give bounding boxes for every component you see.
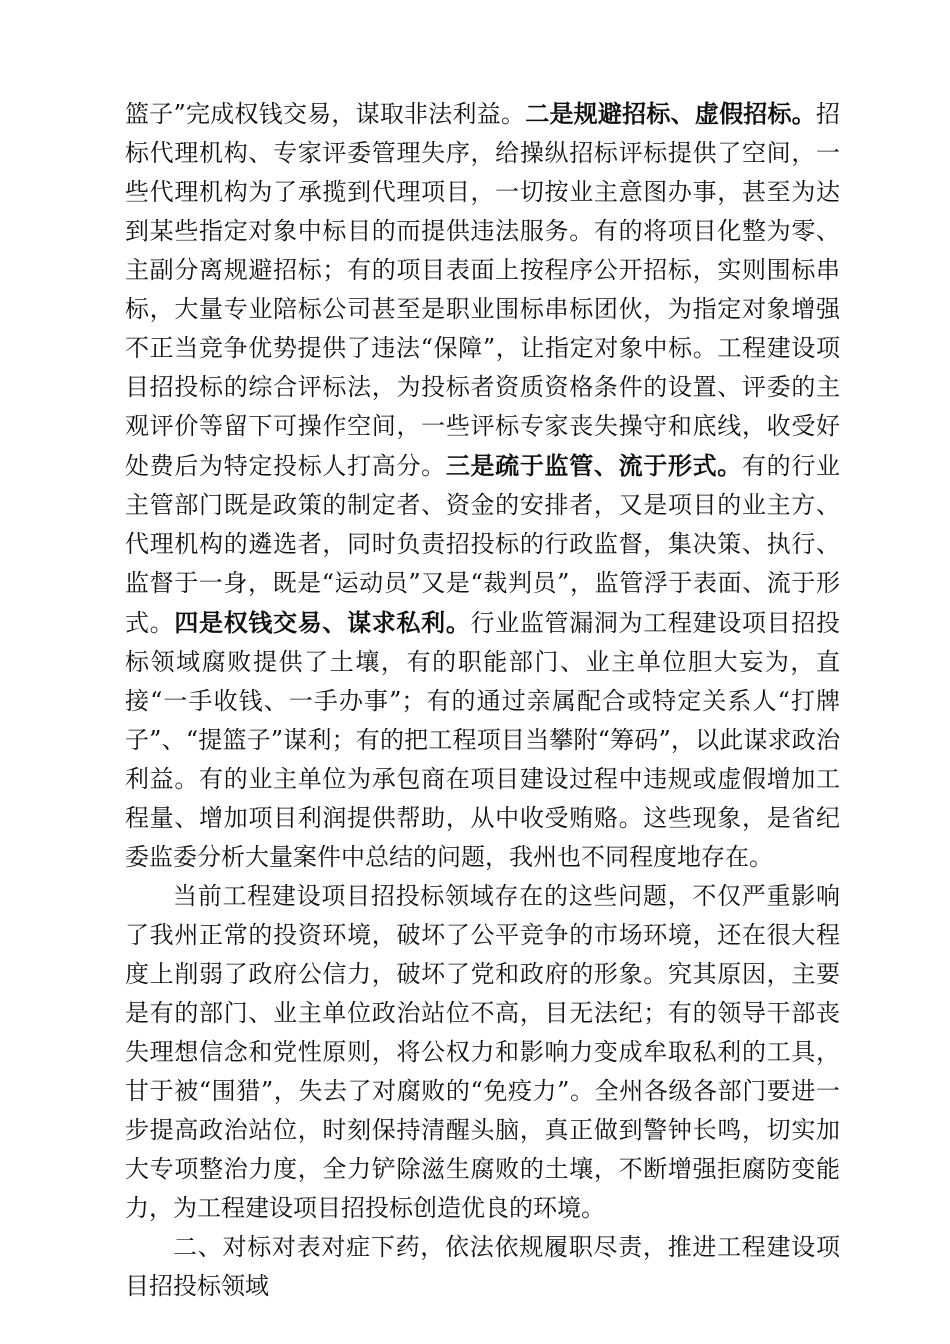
bold-heading-run: 四是权钱交易、谋求私利。 [174,608,471,637]
text-run: 有的行业主管部门既是政策的制定者、资金的安排者，又是项目的业主方、代理机构的遴选者，同时负责招投标的行政监督，集决策、执行、监督于一身，既是“运动员”又是“裁判员”，监管浮于表面、流于形式。 [125,452,841,637]
text-run: 篮子”完成权钱交易，谋取非法利益。 [125,100,526,128]
document-page [125,94,840,1306]
paragraph-2 [125,877,840,1228]
text-run: 行业监管漏洞为工程建设项目招投标领域腐败提供了土壤，有的职能部门、业主单位胆大妄为，直接“一手收钱、一手办事”；有的通过亲属配合或特定关系人“打牌子”、“提篮子”谋利；有的把工程项目当攀附“筹码”，以此谋求政治利益。有的业主单位为承包商在项目建设过程中违规或虚假增加工程量、增加项目利润提供帮助，从中收受贿赂。这些现象，是省纪委监委分析大量案件中总结的问题，我州也不同程度地存在。 [125,609,841,871]
section-heading-paragraph [125,1228,840,1306]
text-run: 二、对标对表对症下药，依法依规履职尽责，推进工程建设项目招投标领域 [125,1233,840,1300]
text-run: 当前工程建设项目招投标领域存在的这些问题，不仅严重影响了我州正常的投资环境，破坏了公平竞争的市场环境，还在很大程度上削弱了政府公信力，破坏了党和政府的形象。究其原因，主要是有的部门、业主单位政治站位不高，目无法纪；有的领导干部丧失理想信念和党性原则，将公权力和影响力变成牟取私利的工具，甘于被“围猎”，失去了对腐败的“免疫力”。全州各级各部门要进一步提高政治站位，时刻保持清醒头脑，真正做到警钟长鸣，切实加大专项整治力度，全力铲除滋生腐败的土壤，不断增强拒腐防变能力，为工程建设项目招投标创造优良的环境。 [125,882,840,1222]
bold-heading-run: 二是规避招标、虚假招标。 [525,99,816,128]
bold-heading-run: 三是疏于监管、流于形式。 [445,451,742,480]
text-run: 招标代理机构、专家评委管理失序，给操纵招标评标提供了空间，一些代理机构为了承揽到代理项目，一切按业主意图办事，甚至为达到某些指定对象中标目的而提供违法服务。有的将项目化整为零、主副分离规避招标；有的项目表面上按程序公开招标，实则围标串标，大量专业陪标公司甚至是职业围标串标团伙，为指定对象增强不正当竞争优势提供了违法“保障”，让指定对象中标。工程建设项目招投标的综合评标法，为投标者资质资格条件的设置、评委的主观评价等留下可操作空间，一些评标专家丧失操守和底线，收受好处费后为特定投标人打高分。 [125,100,840,480]
paragraph-1 [125,94,840,877]
